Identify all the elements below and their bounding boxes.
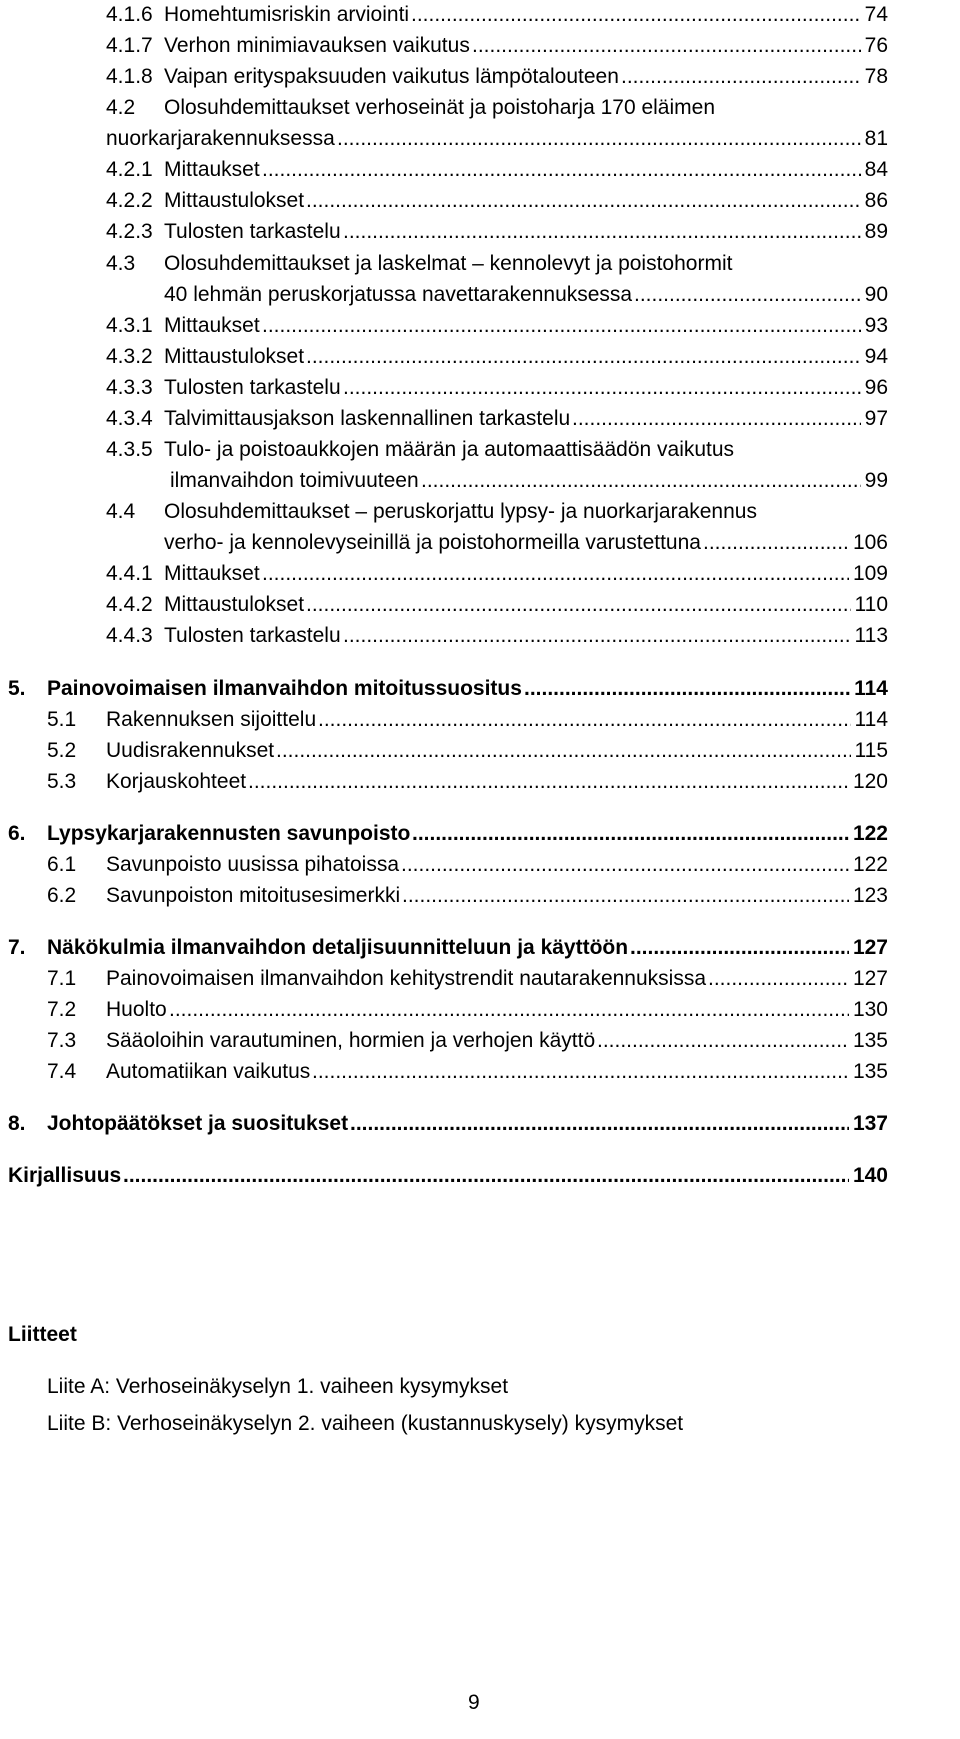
toc-entry-number: 6.	[8, 822, 26, 845]
toc-leader	[343, 621, 888, 651]
toc-entry-title: Näkökulmia ilmanvaihdon detaljisuunnitteluun ja käyttöön	[47, 936, 629, 959]
toc-entry	[0, 93, 960, 123]
toc-entry	[0, 31, 960, 61]
toc-entry-number: 4.1.8	[106, 65, 153, 88]
leader-dots	[572, 404, 861, 434]
leader-dots	[411, 0, 861, 30]
toc-entry-number: 7.2	[47, 998, 77, 1021]
toc-entry-number: 4.2	[106, 96, 136, 119]
leader-dots	[312, 1057, 849, 1087]
toc-entry-title: Savunpoisto uusissa pihatoissa	[106, 853, 400, 876]
toc-entry-title: Tulosten tarkastelu	[164, 376, 341, 399]
toc-leader	[248, 767, 888, 797]
leader-dots	[248, 767, 849, 797]
toc-entry-number: 4.3.3	[106, 376, 153, 399]
toc-entry-page: 122	[852, 822, 888, 845]
leader-dots	[597, 1026, 849, 1056]
toc-entry-number: 8.	[8, 1112, 26, 1135]
toc-entry-number: 4.3.2	[106, 345, 153, 368]
toc-entry	[0, 1109, 960, 1139]
toc-entry-title: Tulosten tarkastelu	[164, 624, 341, 647]
toc-leader	[306, 342, 888, 372]
toc-entry	[0, 497, 960, 527]
toc-entry-number: 7.3	[47, 1029, 77, 1052]
toc-leader	[401, 850, 888, 880]
toc-entry-title: Mittaustulokset	[164, 593, 305, 616]
toc-leader	[343, 217, 888, 247]
toc-leader	[411, 0, 888, 30]
toc-entry	[0, 186, 960, 216]
toc-entry-number: 4.4.3	[106, 624, 153, 647]
toc-entry-page: 122	[852, 853, 888, 876]
toc-entry	[0, 466, 960, 496]
toc-leader	[262, 311, 888, 341]
toc-leader	[597, 1026, 888, 1056]
leader-dots	[343, 373, 861, 403]
page-number: 9	[468, 1691, 480, 1714]
toc-entry-number: 5.3	[47, 770, 77, 793]
toc-entry-page: 94	[864, 345, 888, 368]
toc-entry-title: Johtopäätökset ja suositukset	[47, 1112, 349, 1135]
toc-entry	[0, 404, 960, 434]
leader-dots	[402, 881, 849, 911]
leader-dots	[169, 995, 849, 1025]
toc-entry-number: 4.2.3	[106, 220, 153, 243]
toc-entry-page: 123	[852, 884, 888, 907]
appendix-heading: Liitteet	[8, 1323, 77, 1346]
toc-leader	[337, 124, 888, 154]
toc-leader	[306, 186, 888, 216]
toc-entry	[0, 995, 960, 1025]
toc-entry-number: 4.4.1	[106, 562, 153, 585]
toc-entry	[0, 342, 960, 372]
toc-entry-page: 120	[852, 770, 888, 793]
toc-entry-title: Tulosten tarkastelu	[164, 220, 341, 243]
toc-entry	[0, 933, 960, 963]
toc-entry	[0, 217, 960, 247]
leader-dots	[421, 466, 861, 496]
leader-dots	[703, 528, 849, 558]
toc-entry	[0, 280, 960, 310]
toc-entry	[0, 621, 960, 651]
toc-entry-title: Mittaukset	[164, 314, 260, 337]
toc-entry-title: Painovoimaisen ilmanvaihdon mitoitussuositus	[47, 677, 522, 700]
toc-entry-page: 114	[854, 708, 888, 731]
toc-entry-page: 96	[864, 376, 888, 399]
toc-entry-number: 4.4.2	[106, 593, 153, 616]
toc-leader	[412, 819, 888, 849]
toc-entry	[0, 0, 960, 30]
toc-entry-title: Mittaukset	[164, 158, 260, 181]
toc-entry-page: 78	[864, 65, 888, 88]
toc-leader	[169, 995, 888, 1025]
toc-entry-title: Rakennuksen sijoittelu	[106, 708, 317, 731]
toc-entry-page: 127	[852, 936, 888, 959]
toc-entry-page: 114	[854, 677, 888, 700]
toc-entry-title: verho- ja kennolevyseinillä ja poistohormeilla varustettuna	[164, 531, 701, 554]
toc-entry-title: Automatiikan vaikutus	[106, 1060, 311, 1083]
toc-leader	[708, 964, 888, 994]
toc-leader	[262, 155, 888, 185]
toc-leader	[421, 466, 888, 496]
toc-entry-title: ilmanvaihdon toimivuuteen	[170, 469, 419, 492]
toc-entry-page: 115	[854, 739, 888, 762]
leader-dots	[630, 933, 849, 963]
toc-leader	[402, 881, 888, 911]
toc-entry	[0, 249, 960, 279]
leader-dots	[524, 674, 850, 704]
toc-entry	[0, 674, 960, 704]
leader-dots	[262, 559, 849, 589]
toc-entry-number: 5.2	[47, 739, 77, 762]
toc-entry-number: 4.1.7	[106, 34, 153, 57]
toc-entry	[0, 528, 960, 558]
leader-dots	[276, 736, 851, 766]
toc-entry	[0, 373, 960, 403]
toc-entry-title: Painovoimaisen ilmanvaihdon kehitystrendit nautarakennuksissa	[106, 967, 707, 990]
toc-entry-page: 113	[854, 624, 888, 647]
toc-leader	[472, 31, 888, 61]
toc-entry	[0, 881, 960, 911]
toc-leader	[318, 705, 888, 735]
leader-dots	[306, 590, 851, 620]
toc-entry-title: Kirjallisuus	[8, 1164, 122, 1187]
toc-entry	[0, 736, 960, 766]
toc-entry	[0, 155, 960, 185]
toc-leader	[703, 528, 888, 558]
appendix-item-b: Liite B: Verhoseinäkyselyn 2. vaiheen (kustannuskysely) kysymykset	[47, 1412, 684, 1435]
toc-entry-number: 4.4	[106, 500, 136, 523]
leader-dots	[472, 31, 861, 61]
toc-entry	[0, 1057, 960, 1087]
toc-entry-number: 4.3.1	[106, 314, 153, 337]
leader-dots	[318, 705, 851, 735]
leader-dots	[708, 964, 849, 994]
toc-entry-number: 4.2.2	[106, 189, 153, 212]
toc-leader	[572, 404, 888, 434]
toc-entry-title: Olosuhdemittaukset verhoseinät ja poistoharja 170 eläimen	[164, 96, 715, 119]
toc-entry-page: 140	[852, 1164, 888, 1187]
toc-entry	[0, 559, 960, 589]
leader-dots	[337, 124, 861, 154]
leader-dots	[123, 1161, 849, 1191]
toc-entry	[0, 1161, 960, 1191]
toc-entry-title: Mittaustulokset	[164, 189, 305, 212]
toc-entry-number: 7.4	[47, 1060, 77, 1083]
toc-entry	[0, 964, 960, 994]
leader-dots	[634, 280, 861, 310]
toc-entry	[0, 435, 960, 465]
toc-leader	[312, 1057, 888, 1087]
toc-entry-page: 130	[852, 998, 888, 1021]
toc-entry-title: Savunpoiston mitoitusesimerkki	[106, 884, 401, 907]
toc-entry-title: Uudisrakennukset	[106, 739, 275, 762]
toc-entry-page: 86	[864, 189, 888, 212]
toc-entry-number: 5.1	[47, 708, 77, 731]
toc-entry-page: 97	[864, 407, 888, 430]
leader-dots	[412, 819, 849, 849]
toc-entry	[0, 590, 960, 620]
leader-dots	[621, 62, 861, 92]
toc-entry-page: 106	[852, 531, 888, 554]
toc-entry-number: 7.1	[47, 967, 77, 990]
toc-entry-title: 40 lehmän peruskorjatussa navettarakennuksessa	[164, 283, 633, 306]
toc-entry-page: 84	[864, 158, 888, 181]
toc-entry	[0, 62, 960, 92]
toc-entry-page: 76	[864, 34, 888, 57]
toc-entry-title: Tulo- ja poistoaukkojen määrän ja automaattisäädön vaikutus	[164, 438, 735, 461]
toc-leader	[621, 62, 888, 92]
toc-entry-title: Lypsykarjarakennusten savunpoisto	[47, 822, 411, 845]
toc-leader	[123, 1161, 888, 1191]
leader-dots	[350, 1109, 849, 1139]
leader-dots	[343, 621, 851, 651]
toc-entry-page: 109	[852, 562, 888, 585]
toc-entry	[0, 1026, 960, 1056]
toc-entry-number: 5.	[8, 677, 26, 700]
leader-dots	[343, 217, 861, 247]
toc-entry-page: 137	[852, 1112, 888, 1135]
toc-entry	[0, 850, 960, 880]
toc-entry-page: 99	[864, 469, 888, 492]
toc-entry-title: Vaipan erityspaksuuden vaikutus lämpötalouteen	[164, 65, 619, 88]
leader-dots	[401, 850, 849, 880]
toc-entry-number: 6.2	[47, 884, 77, 907]
toc-entry-number: 6.1	[47, 853, 77, 876]
toc-leader	[524, 674, 888, 704]
toc-entry-title: Mittaustulokset	[164, 345, 305, 368]
toc-leader	[306, 590, 888, 620]
toc-entry-title: nuorkarjarakennuksessa	[106, 127, 335, 150]
leader-dots	[306, 186, 861, 216]
toc-entry	[0, 311, 960, 341]
toc-leader	[262, 559, 888, 589]
toc-entry-page: 135	[852, 1029, 888, 1052]
leader-dots	[262, 155, 861, 185]
toc-entry-page: 89	[864, 220, 888, 243]
toc-entry-page: 81	[864, 127, 888, 150]
toc-entry-page: 135	[852, 1060, 888, 1083]
appendix-item-a: Liite A: Verhoseinäkyselyn 1. vaiheen kysymykset	[47, 1375, 509, 1398]
toc-leader	[276, 736, 888, 766]
toc-leader	[350, 1109, 888, 1139]
toc-entry-number: 4.1.6	[106, 3, 153, 26]
toc-leader	[630, 933, 888, 963]
toc-entry-page: 74	[864, 3, 888, 26]
toc-entry-number: 4.3.5	[106, 438, 153, 461]
toc-entry-number: 7.	[8, 936, 26, 959]
toc-entry-page: 127	[852, 967, 888, 990]
toc-entry-title: Sääoloihin varautuminen, hormien ja verhojen käyttö	[106, 1029, 596, 1052]
leader-dots	[262, 311, 861, 341]
toc-entry-title: Verhon minimiavauksen vaikutus	[164, 34, 470, 57]
toc-entry-page: 90	[864, 283, 888, 306]
leader-dots	[306, 342, 861, 372]
toc-entry-number: 4.2.1	[106, 158, 153, 181]
toc-entry-title: Talvimittausjakson laskennallinen tarkastelu	[164, 407, 571, 430]
toc-entry-number: 4.3	[106, 252, 136, 275]
toc-entry-number: 4.3.4	[106, 407, 153, 430]
toc-entry-page: 110	[854, 593, 888, 616]
toc-entry-title: Olosuhdemittaukset – peruskorjattu lypsy- ja nuorkarjarakennus	[164, 500, 757, 523]
toc-entry-page: 93	[864, 314, 888, 337]
toc-entry	[0, 819, 960, 849]
toc-leader	[343, 373, 888, 403]
toc-entry-title: Huolto	[106, 998, 167, 1021]
toc-entry	[0, 124, 960, 154]
toc-entry-title: Korjauskohteet	[106, 770, 247, 793]
toc-entry-title: Mittaukset	[164, 562, 260, 585]
toc-entry-title: Olosuhdemittaukset ja laskelmat – kennolevyt ja poistohormit	[164, 252, 733, 275]
toc-leader	[634, 280, 888, 310]
toc-entry	[0, 705, 960, 735]
toc-entry	[0, 767, 960, 797]
toc-entry-title: Homehtumisriskin arviointi	[164, 3, 410, 26]
